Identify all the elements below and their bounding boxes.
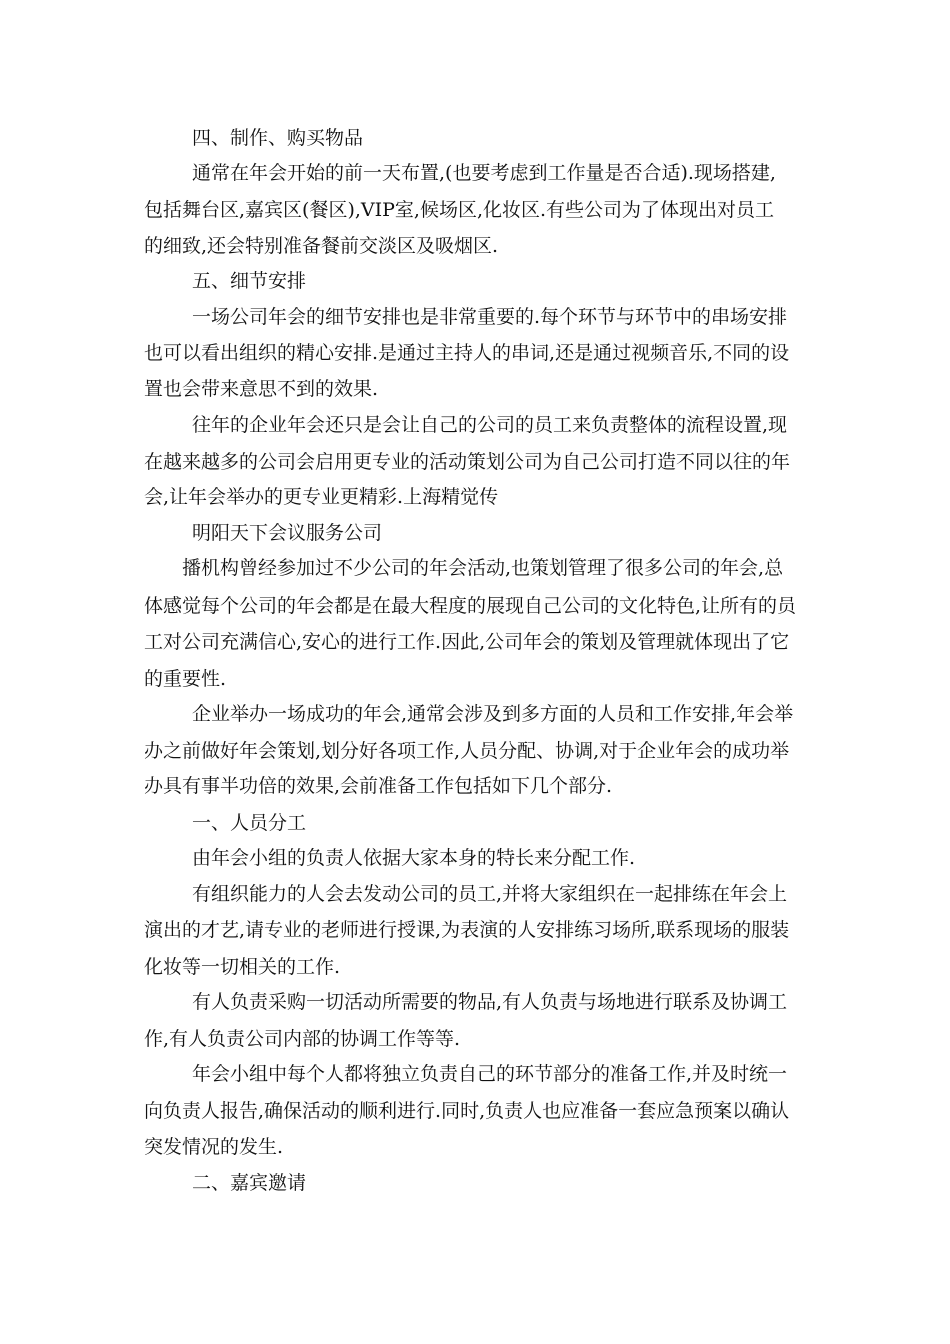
paragraph-line: 一场公司年会的细节安排也是非常重要的.每个环节与环节中的串场安排	[192, 306, 788, 328]
paragraph-line: 有人负责采购一切活动所需要的物品,有人负责与场地进行联系及协调工	[192, 991, 788, 1013]
paragraph-line: 突发情况的发生.	[144, 1136, 284, 1158]
section-heading-4: 四、制作、购买物品	[192, 127, 364, 149]
paragraph-line: 办具有事半功倍的效果,会前准备工作包括如下几个部分.	[144, 775, 613, 797]
paragraph-line: 向负责人报告,确保活动的顺利进行.同时,负责人也应准备一套应急预案以确认	[144, 1100, 790, 1122]
paragraph-line: 置也会带来意思不到的效果.	[144, 378, 379, 400]
paragraph-line: 化妆等一切相关的工作.	[144, 956, 341, 978]
paragraph-line: 作,有人负责公司内部的协调工作等等.	[144, 1028, 461, 1050]
paragraph-line: 办之前做好年会策划,划分好各项工作,人员分配、协调,对于企业年会的成功举	[144, 740, 790, 762]
paragraph-line: 明阳天下会议服务公司	[192, 522, 383, 544]
paragraph-line: 体感觉每个公司的年会都是在最大程度的展现自己公司的文化特色,让所有的员	[144, 595, 797, 617]
section-heading-1: 一、人员分工	[192, 812, 307, 834]
paragraph-line: 年会小组中每个人都将独立负责自己的环节部分的准备工作,并及时统一	[192, 1063, 788, 1085]
paragraph-line: 包括舞台区,嘉宾区(餐区),VIP室,候场区,化妆区.有些公司为了体现出对员工	[144, 199, 775, 221]
paragraph-line: 的重要性.	[144, 668, 227, 690]
section-heading-2: 二、嘉宾邀请	[192, 1172, 307, 1194]
paragraph-line: 往年的企业年会还只是会让自己的公司的员工来负责整体的流程设置,现	[192, 414, 788, 436]
paragraph-line: 的细致,还会特别准备餐前交淡区及吸烟区.	[144, 235, 499, 257]
paragraph-line: 有组织能力的人会去发动公司的员工,并将大家组织在一起排练在年会上	[192, 883, 788, 905]
paragraph-line: 在越来越多的公司会启用更专业的活动策划公司为自己公司打造不同以往的年	[144, 451, 791, 473]
paragraph-line: 企业举办一场成功的年会,通常会涉及到多方面的人员和工作安排,年会举	[192, 703, 794, 725]
paragraph-line: 播机构曾经参加过不少公司的年会活动,也策划管理了很多公司的年会,总	[182, 557, 784, 579]
paragraph-line: 通常在年会开始的前一天布置,(也要考虑到工作量是否合适).现场搭建,	[192, 162, 776, 184]
paragraph-line: 也可以看出组织的精心安排.是通过主持人的串词,还是通过视频音乐,不同的设	[144, 342, 790, 364]
paragraph-line: 由年会小组的负责人依据大家本身的特长来分配工作.	[192, 847, 636, 869]
paragraph-line: 演出的才艺,请专业的老师进行授课,为表演的人安排练习场所,联系现场的服装	[144, 919, 790, 941]
paragraph-line: 会,让年会举办的更专业更精彩.上海精觉传	[144, 486, 499, 508]
paragraph-line: 工对公司充满信心,安心的进行工作.因此,公司年会的策划及管理就体现出了它	[144, 631, 790, 653]
section-heading-5: 五、细节安排	[192, 270, 307, 292]
